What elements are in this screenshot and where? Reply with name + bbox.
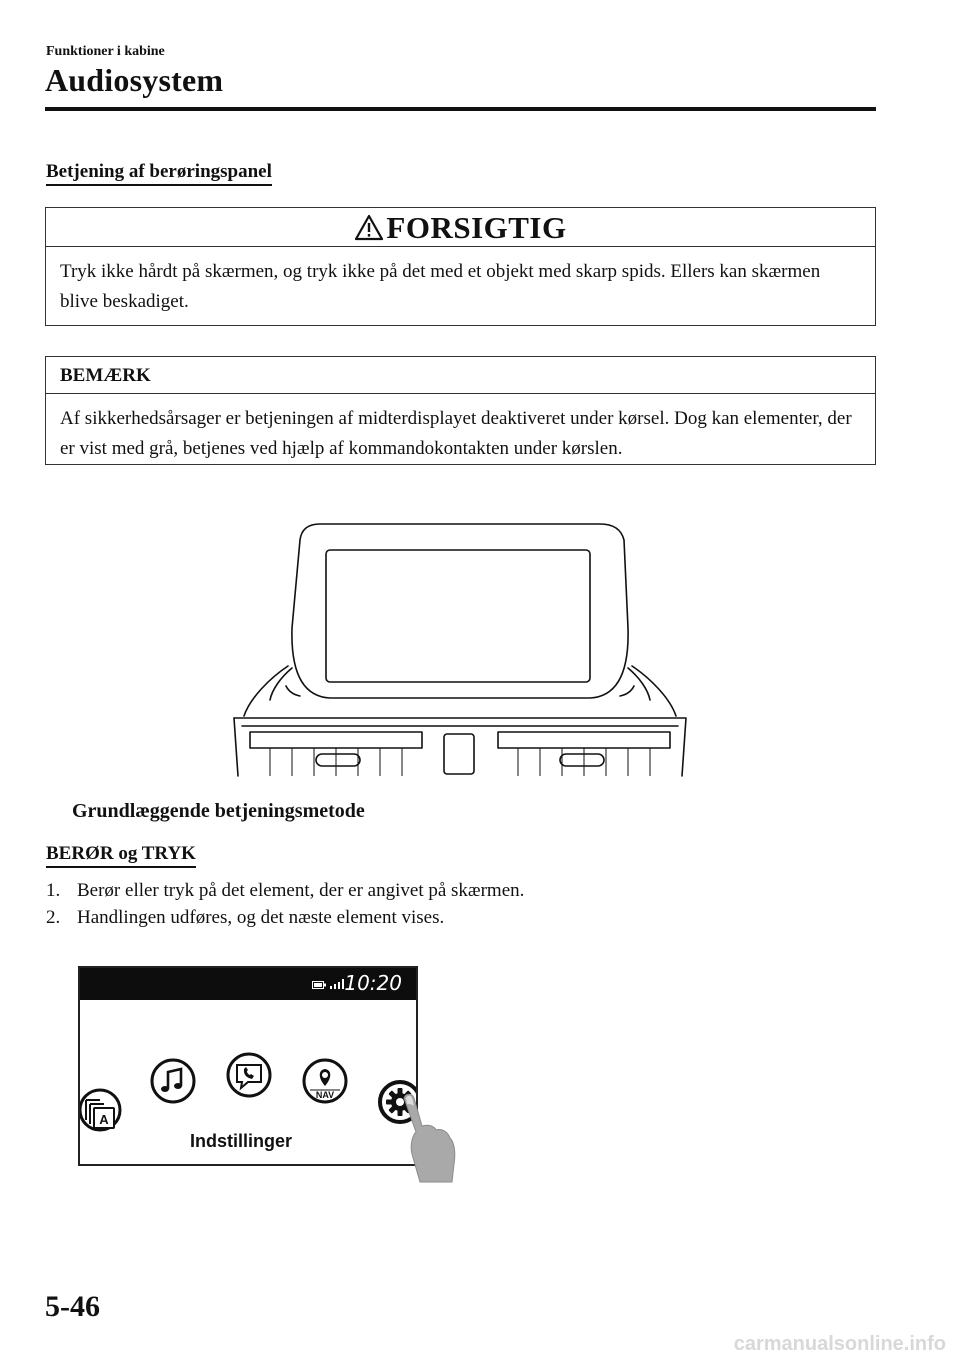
note-text: Af sikkerhedsårsager er betjeningen af midterdisplayet deaktiveret under kørsel. Dog kan elementer, der er vist med grå, betjenes ved hjælp af kommandokontakten under kørslen.: [60, 408, 852, 459]
watermark: carmanualsonline.info: [733, 1333, 946, 1355]
svg-text:NAV: NAV: [315, 1090, 335, 1100]
section-label: Funktioner i kabine: [46, 44, 165, 59]
music-icon[interactable]: [150, 1058, 196, 1104]
status-bar: [80, 968, 416, 1000]
phone-icon[interactable]: [226, 1052, 272, 1098]
note-box: [45, 356, 876, 465]
battery-icon: [312, 981, 326, 989]
step-number: 2.: [46, 907, 61, 928]
caution-header: [46, 208, 875, 247]
illustration-caption: Grundlæggende betjeningsmetode: [72, 800, 365, 822]
list-item: [46, 880, 524, 902]
settings-label: Indstillinger: [190, 1131, 293, 1151]
applications-icon[interactable]: [80, 1086, 124, 1134]
heading-rule: [45, 107, 876, 111]
step-number: 1.: [46, 880, 61, 901]
step-text: Handlingen udføres, og det næste element vises.: [77, 907, 445, 928]
dashboard-display-illustration: [230, 518, 690, 780]
caution-text: Tryk ikke hårdt på skærmen, og tryk ikke på det med et objekt med skarp spids. Ellers kan skærmen blive beskadiget.: [60, 261, 821, 312]
svg-text:A: A: [99, 1112, 109, 1127]
note-title: BEMÆRK: [60, 365, 151, 386]
step-text: Berør eller tryk på det element, der er angivet på skærmen.: [77, 880, 525, 901]
page-heading: Audiosystem: [45, 62, 224, 98]
warning-icon: [354, 214, 384, 241]
caution-title: FORSIGTIG: [386, 210, 567, 245]
list-item: [46, 907, 444, 929]
pointing-hand-icon: [400, 1092, 456, 1184]
subheading: Betjening af berøringspanel: [46, 161, 272, 186]
page-number: 5-46: [45, 1290, 100, 1323]
clock: 10:20: [344, 971, 402, 995]
note-header: [46, 357, 875, 394]
caution-box: [45, 207, 876, 326]
home-screen: [78, 966, 418, 1166]
navigation-icon[interactable]: [302, 1058, 348, 1104]
subheading-touch-press: BERØR og TRYK: [46, 843, 196, 868]
